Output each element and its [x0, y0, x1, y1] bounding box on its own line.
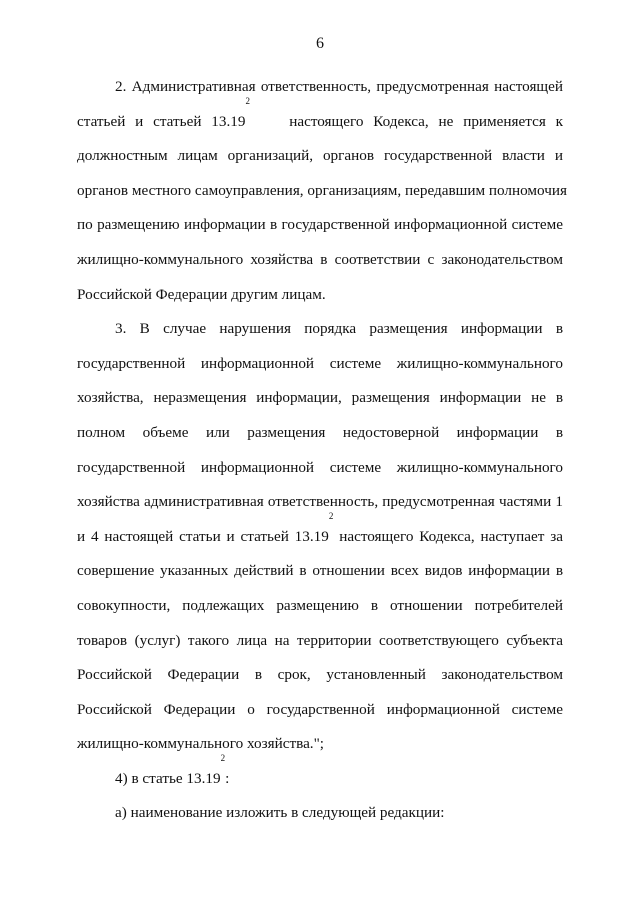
document-body: [77, 70, 567, 831]
text-segment: статьей и статьей 13.19: [77, 112, 246, 130]
text-line: Российской Федерации о государственной информационной системе: [77, 700, 563, 718]
text-line: совершение указанных действий в отношении всех видов информации в: [77, 562, 563, 580]
item-4: [77, 752, 563, 797]
text-line: жилищно-коммунального хозяйства.";: [77, 735, 325, 753]
superscript: 2: [220, 752, 226, 763]
superscript: 2: [245, 95, 250, 106]
text-line: органов местного самоуправления, организациям, передавшим полномочия: [77, 181, 567, 199]
text-line: хозяйства, неразмещения информации, размещения информации не в: [77, 389, 563, 407]
text-segment: :: [225, 769, 230, 787]
text-line: 2. Административная ответственность, предусмотренная настоящей: [115, 78, 563, 95]
text-line: жилищно-коммунального хозяйства в соответствии с законодательством: [77, 250, 563, 268]
text-line: совокупности, подлежащих размещению в отношении потребителей: [77, 596, 563, 614]
text-line: Российской Федерации в срок, установленный законодательством: [77, 666, 563, 684]
text-line: государственной информационной системе жилищно-коммунального: [77, 354, 563, 372]
text-segment: 4) в статье 13.19: [115, 769, 221, 787]
paragraph-2: [77, 70, 567, 312]
text-line: должностным лицам организаций, органов государственной власти и: [77, 147, 563, 165]
superscript: 2: [328, 510, 334, 521]
text-line: Российской Федерации другим лицам.: [77, 285, 326, 303]
text-line: государственной информационной системе жилищно-коммунального: [77, 458, 563, 476]
text-segment: и 4 настоящей статьи и статьей 13.19: [77, 527, 329, 545]
text-line: [77, 95, 563, 140]
page-number: 6: [316, 35, 324, 52]
text-segment: настоящего Кодекса, не применяется к: [289, 112, 563, 130]
text-segment: настоящего Кодекса, наступает за: [339, 527, 564, 545]
text-line: хозяйства административная ответственность, предусмотренная частями 1: [77, 493, 563, 511]
text-line: [77, 510, 564, 555]
text-line: полном объеме или размещения недостоверной информации в: [77, 423, 563, 441]
item-4a: а) наименование изложить в следующей редакции:: [115, 804, 445, 822]
paragraph-3: [77, 312, 563, 762]
text-line: 3. В случае нарушения порядка размещения информации в: [115, 320, 563, 338]
text-line: по размещению информации в государственной информационной системе: [77, 216, 563, 234]
text-line: товаров (услуг) такого лица на территории соответствующего субъекта: [77, 631, 563, 649]
